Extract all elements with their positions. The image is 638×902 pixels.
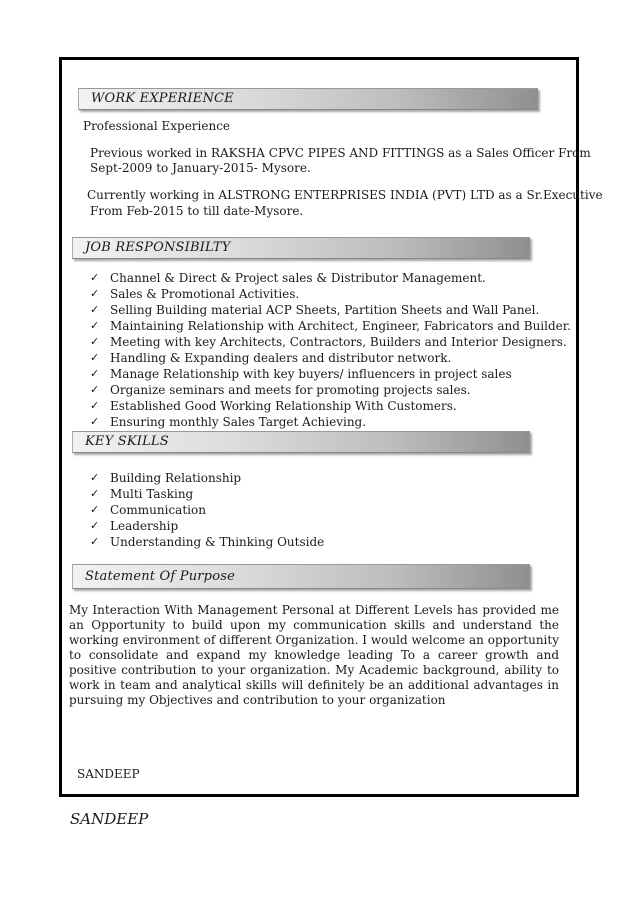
checkmark-icon: ✓: [90, 319, 100, 332]
list-item: [90, 366, 571, 382]
section-banner-work-experience: [78, 88, 538, 110]
list-item: [90, 302, 571, 318]
responsibility-list: [90, 270, 571, 430]
footer-name: SANDEEP: [70, 810, 149, 828]
list-item-text: Organize seminars and meets for promoting projects sales.: [110, 383, 471, 397]
checkmark-icon: ✓: [90, 519, 100, 532]
list-item-text: Selling Building material ACP Sheets, Partition Sheets and Wall Panel.: [110, 303, 540, 317]
list-item-text: Multi Tasking: [110, 487, 194, 501]
checkmark-icon: ✓: [90, 487, 100, 500]
list-item-text: Leadership: [110, 519, 179, 533]
signature-name: SANDEEP: [77, 767, 140, 781]
section-banner-statement-of-purpose: [72, 564, 530, 589]
section-title: JOB RESPONSIBILTY: [85, 240, 231, 255]
list-item-text: Understanding & Thinking Outside: [110, 535, 325, 549]
list-item-text: Building Relationship: [110, 471, 242, 485]
statement-paragraph: My Interaction With Management Personal at Different Levels has provided me an Opportunity to build upon my communication skills and understand the working environment of different Organization. I would welcome an opportunity to consolidate and expand my knowledge leading To a career growth and positive contribution to your organization. My Academic background, ability to work in team and analytical skills will definitely be an additional advantages in pursuing my Objectives and contribution to your organization: [69, 603, 559, 707]
list-item: [90, 398, 571, 414]
section-title: Statement Of Purpose: [85, 569, 235, 584]
checkmark-icon: ✓: [90, 335, 100, 348]
list-item: [90, 470, 324, 486]
list-item: [90, 286, 571, 302]
checkmark-icon: ✓: [90, 367, 100, 380]
list-item: [90, 486, 324, 502]
list-item: [90, 414, 571, 430]
list-item: [90, 382, 571, 398]
checkmark-icon: ✓: [90, 271, 100, 284]
list-item: [90, 334, 571, 350]
experience-entry-line: Previous worked in RAKSHA CPVC PIPES AND FITTINGS as a Sales Officer From: [90, 146, 591, 160]
list-item: [90, 518, 324, 534]
section-title: WORK EXPERIENCE: [91, 91, 234, 106]
list-item-text: Manage Relationship with key buyers/ influencers in project sales: [110, 367, 512, 381]
list-item: [90, 502, 324, 518]
list-item-text: Sales & Promotional Activities.: [110, 287, 300, 301]
checkmark-icon: ✓: [90, 351, 100, 364]
checkmark-icon: ✓: [90, 383, 100, 396]
section-title: KEY SKILLS: [85, 434, 169, 449]
subheading: Professional Experience: [83, 119, 231, 133]
checkmark-icon: ✓: [90, 471, 100, 484]
checkmark-icon: ✓: [90, 303, 100, 316]
experience-entry-line: Currently working in ALSTRONG ENTERPRISES INDIA (PVT) LTD as a Sr.Executive: [87, 188, 603, 202]
experience-entry-line: From Feb-2015 to till date-Mysore.: [90, 204, 304, 218]
checkmark-icon: ✓: [90, 287, 100, 300]
skills-list: [90, 470, 324, 550]
list-item-text: Maintaining Relationship with Architect, Engineer, Fabricators and Builder.: [110, 319, 571, 333]
list-item-text: Handling & Expanding dealers and distributor network.: [110, 351, 452, 365]
checkmark-icon: ✓: [90, 399, 100, 412]
list-item: [90, 270, 571, 286]
checkmark-icon: ✓: [90, 503, 100, 516]
experience-entry-line: Sept-2009 to January-2015- Mysore.: [90, 161, 311, 175]
list-item-text: Established Good Working Relationship With Customers.: [110, 399, 457, 413]
list-item-text: Communication: [110, 503, 206, 517]
checkmark-icon: ✓: [90, 415, 100, 428]
list-item-text: Meeting with key Architects, Contractors, Builders and Interior Designers.: [110, 335, 567, 349]
list-item-text: Channel & Direct & Project sales & Distributor Management.: [110, 271, 486, 285]
list-item: [90, 534, 324, 550]
checkmark-icon: ✓: [90, 535, 100, 548]
section-banner-key-skills: [72, 431, 530, 453]
list-item: [90, 318, 571, 334]
list-item-text: Ensuring monthly Sales Target Achieving.: [110, 415, 367, 429]
list-item: [90, 350, 571, 366]
section-banner-job-responsibility: [72, 237, 530, 259]
